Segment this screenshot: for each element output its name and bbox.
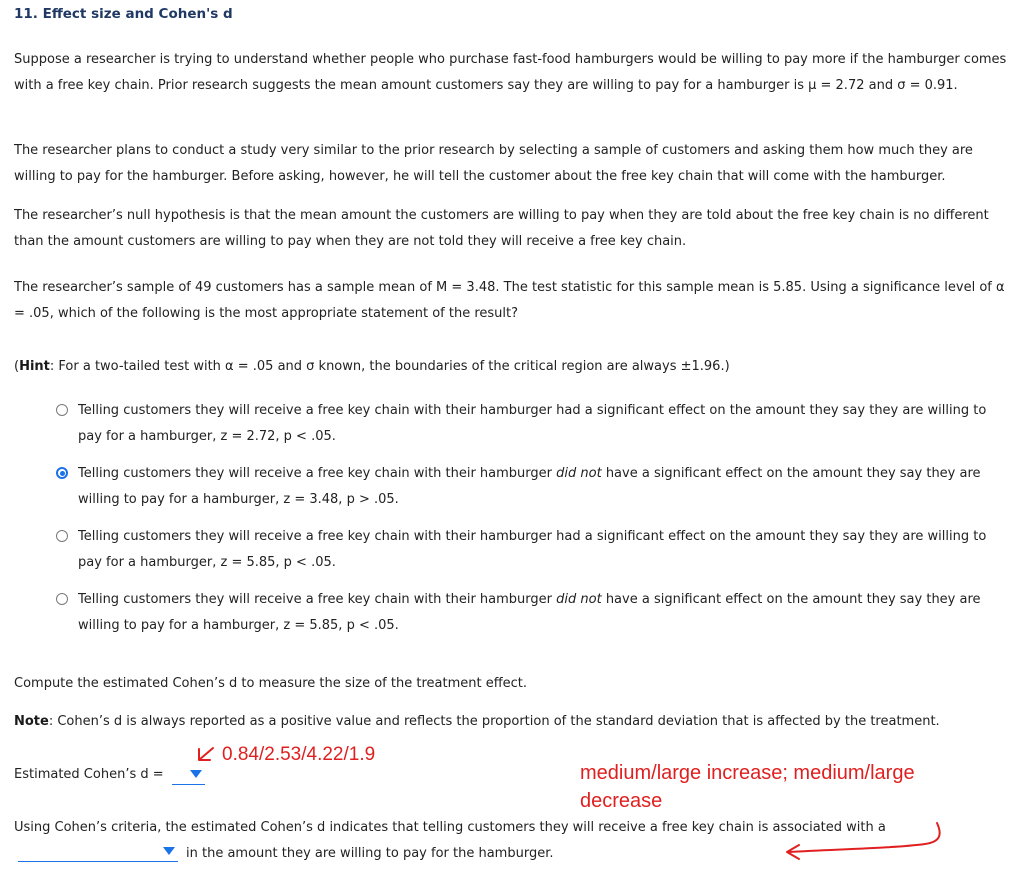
compute-cohens-d-text: Compute the estimated Cohen’s d to measure the size of the treatment effect. [14,676,528,691]
radio-button-option-1[interactable] [56,404,68,416]
scenario-paragraph: Suppose a researcher is trying to understand whether people who purchase fast-food hamburgers would be willing to pay more if the hamburger comes with a free key chain. Prior research suggests the mean amount customers say they are willing to pay for a hamburger is μ = 2.72 and σ = 0.91. [14,52,1007,93]
sample-paragraph: The researcher’s sample of 49 customers has a sample mean of M = 3.48. The test statistic for this sample mean is 5.85. Using a significance level of α = .05, which of the following is the most appropriate statement of the result? [14,280,1005,321]
hint-open-paren: ( [14,359,20,374]
option-1-text: Telling customers they will receive a free key chain with their hamburger had a significant effect on the amount they say they are willing to pay for a hamburger, z = 2.72, p < .05. [78,403,987,444]
hint-paragraph [14,354,1014,380]
annotation-effect-options-line2: decrease [580,790,663,812]
radio-button-option-3[interactable] [56,530,68,542]
question-title: 11. Effect size and Cohen's d [14,6,233,22]
option-3-text: Telling customers they will receive a free key chain with their hamburger had a significant effect on the amount they say they are willing to pay for a hamburger, z = 5.85, p < .05. [78,529,987,570]
answer-option-3[interactable] [56,524,1016,576]
radio-button-option-4[interactable] [56,593,68,605]
estimated-cohens-d-label: Estimated Cohen’s d = [14,767,164,782]
note-paragraph [14,709,1014,735]
answer-option-4[interactable] [56,587,1016,639]
answer-option-2[interactable] [56,461,1016,513]
note-text: : Cohen’s d is always reported as a positive value and reflects the proportion of the standard deviation that is affected by the treatment. [48,714,940,729]
hint-text: : For a two-tailed test with α = .05 and σ known, the boundaries of the critical region are always ±1.96.) [49,359,730,374]
hint-label: Hint [19,359,50,374]
option-2-text: Telling customers they will receive a free key chain with their hamburger did not have a significant effect on the amount they say they are willing to pay for a hamburger, z = 3.48, p > .05. [78,466,981,507]
null-hypothesis-paragraph: The researcher’s null hypothesis is that the mean amount the customers are willing to pay when they are told about the free key chain is no different than the amount customers are willing to pay when they are not told they will receive a free key chain. [14,208,989,249]
tail-text: in the amount they are willing to pay for the hamburger. [186,846,554,861]
annotation-effect-options-line1: medium/large increase; medium/large [580,762,915,784]
effect-size-dropdown[interactable] [18,843,178,862]
study-design-paragraph: The researcher plans to conduct a study very similar to the prior research by selecting a sample of customers and asking them how much they are willing to pay for the hamburger. Before asking, however, he will tell the customer about the free key chain that will come with the hamburger. [14,143,973,184]
chevron-down-icon[interactable] [163,847,175,855]
cohens-d-dropdown[interactable] [172,766,205,785]
radio-button-option-2-selected[interactable] [56,467,68,479]
note-label: Note [14,714,49,729]
chevron-down-icon[interactable] [190,770,202,778]
answer-option-1[interactable] [56,398,1016,450]
annotation-arrow-icon [775,818,950,866]
annotation-d-options: 0.84/2.53/4.22/1.9 [222,744,376,765]
cohens-criteria-text: Using Cohen’s criteria, the estimated Cohen’s d indicates that telling customers they will receive a free key chain is associated with a [14,820,886,835]
checkmark-arrow-icon [196,746,216,766]
option-4-text: Telling customers they will receive a free key chain with their hamburger did not have a significant effect on the amount they say they are willing to pay for a hamburger, z = 5.85, p < .05. [78,592,981,633]
